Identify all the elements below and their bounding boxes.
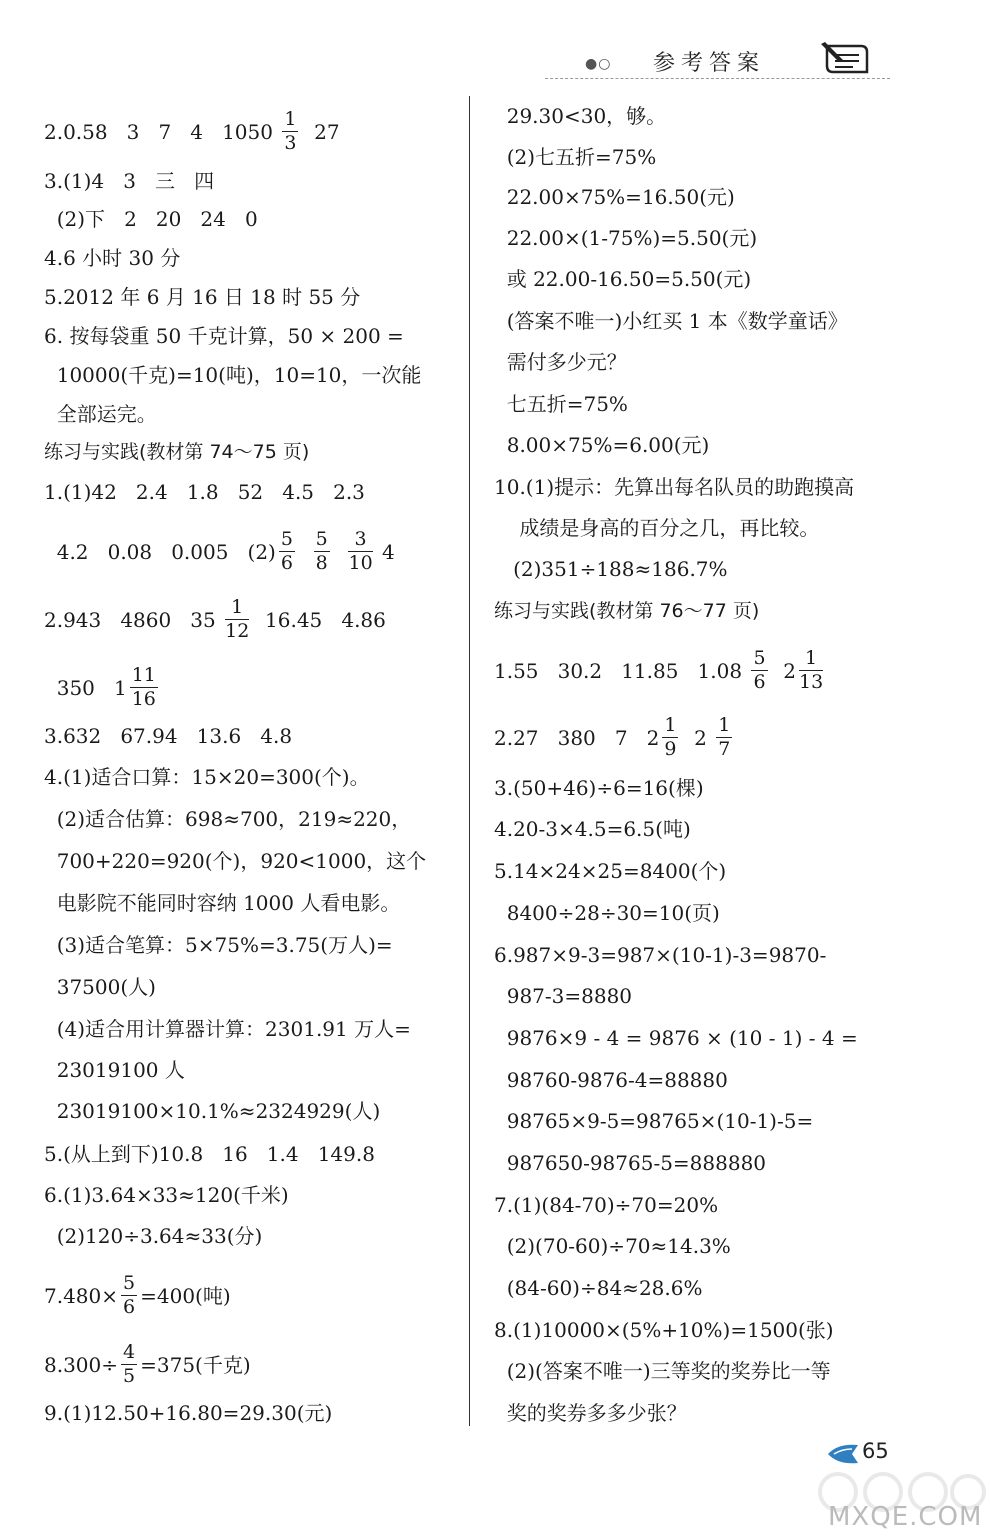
- fraction: $\frac{1}{9}$: [664, 714, 677, 760]
- answer-line: 2.27 380 7 2 $\frac{1}{9}$ 2 $\frac{1}{7}$: [494, 714, 731, 760]
- answer-line: (84-60)÷84≈28.6%: [494, 1276, 703, 1300]
- answer-line: (4)适合用计算器计算：2301.91 万人=: [44, 1017, 411, 1041]
- answer-line: 8.00×75%=6.00(元): [494, 433, 710, 457]
- answer-line: 全部运完。: [44, 402, 157, 426]
- answer-line: 4.2 0.08 0.005 (2) $\frac{5}{6}$ $\frac{5}{8}$ $\frac{3}{10}$ 4: [44, 528, 395, 574]
- answer-line: 5.(从上到下)10.8 16 1.4 149.8: [44, 1142, 375, 1166]
- answer-line: (3)适合笔算：5×75%=3.75(万人)=: [44, 933, 393, 957]
- answer-line: 1.(1)42 2.4 1.8 52 4.5 2.3: [44, 480, 365, 504]
- answer-line: 电影院不能同时容纳 1000 人看电影。: [44, 891, 401, 915]
- answer-line: 或 22.00-16.50=5.50(元): [494, 267, 752, 291]
- answer-line: 987650-98765-5=888880: [494, 1151, 767, 1175]
- page-number: 65: [862, 1439, 889, 1463]
- fraction: $\frac{1}{7}$: [718, 714, 731, 760]
- answer-line: 5.2012 年 6 月 16 日 18 时 55 分: [44, 285, 361, 309]
- answer-line: 350 1 $\frac{11}{16}$: [44, 664, 156, 710]
- fraction: $\frac{11}{16}$: [131, 664, 156, 710]
- answer-line: 6.(1)3.64×33≈120(千米): [44, 1183, 289, 1207]
- header-rule: [545, 78, 890, 79]
- answer-line: 4.20-3×4.5=6.5(吨): [494, 817, 691, 841]
- answer-line: (2)七五折=75%: [494, 145, 657, 169]
- answer-line: (2)(70-60)÷70≈14.3%: [494, 1234, 731, 1258]
- answer-line: 22.00×(1-75%)=5.50(元): [494, 226, 758, 250]
- answer-line: (2)(答案不唯一)三等奖的奖券比一等: [494, 1359, 831, 1383]
- fraction: $\frac{5}{6}$: [280, 528, 293, 574]
- fraction: $\frac{1}{13}$: [798, 647, 824, 693]
- answer-line: 10000(千克)=10(吨)，10=10，一次能: [44, 363, 422, 387]
- answer-line: 6. 按每袋重 50 千克计算，50 × 200 =: [44, 324, 404, 348]
- answer-line: 23019100 人: [44, 1058, 185, 1082]
- header-dots: ●○: [585, 56, 612, 72]
- answer-line: (2)适合估算：698≈700，219≈220，: [44, 807, 412, 831]
- answer-line: 37500(人): [44, 975, 156, 999]
- answer-line: 98760-9876-4=88880: [494, 1068, 728, 1092]
- answer-line: 987-3=8880: [494, 984, 633, 1008]
- answer-line: 9876×9 - 4 = 9876 × (10 - 1) - 4 =: [494, 1026, 858, 1050]
- answer-line: 8.300÷ $\frac{4}{5}$ =375(千克): [44, 1341, 251, 1387]
- answer-line: (2)120÷3.64≈33(分): [44, 1224, 263, 1248]
- page-arrow-icon: [826, 1441, 860, 1467]
- answer-line: 2.0.58 3 7 4 1050 $\frac{1}{3}$ 27: [44, 108, 340, 154]
- answer-line: 700+220=920(个)，920<1000，这个: [44, 849, 427, 873]
- answer-line: 98765×9-5=98765×(10-1)-5=: [494, 1109, 814, 1133]
- answer-line: 七五折=75%: [494, 392, 628, 416]
- fraction: $\frac{5}{8}$: [315, 528, 328, 574]
- column-divider: [469, 96, 470, 1426]
- answer-line: 5.14×24×25=8400(个): [494, 859, 727, 883]
- fraction: $\frac{1}{3}$: [284, 108, 297, 154]
- answer-line: 3.632 67.94 13.6 4.8: [44, 724, 293, 748]
- watermark-text: MXQE.COM: [828, 1502, 983, 1532]
- answer-line: 6.987×9-3=987×(10-1)-3=9870-: [494, 943, 827, 967]
- scroll-pencil-icon: [817, 38, 877, 78]
- answer-line: 4.6 小时 30 分: [44, 246, 181, 270]
- fraction: $\frac{4}{5}$: [123, 1341, 136, 1387]
- answer-line: 7.(1)(84-70)÷70=20%: [494, 1193, 719, 1217]
- answer-line: 29.30<30，够。: [494, 104, 667, 128]
- fraction: $\frac{5}{6}$: [753, 647, 766, 693]
- answer-line: (答案不唯一)小红买 1 本《数学童话》: [494, 309, 848, 333]
- section-heading: 练习与实践(教材第 76～77 页): [494, 600, 760, 622]
- answer-line: 10.(1)提示：先算出每名队员的助跑摸高: [494, 475, 855, 499]
- answer-line: (2)351÷188≈186.7%: [494, 557, 728, 581]
- answer-line: (2)下 2 20 24 0: [44, 207, 258, 231]
- answer-line: 4.(1)适合口算：15×20=300(个)。: [44, 765, 370, 789]
- answer-line: 23019100×10.1%≈2324929(人): [44, 1099, 381, 1123]
- answer-line: 1.55 30.2 11.85 1.08 $\frac{5}{6}$ 2 $\frac{1}{13}$: [494, 647, 824, 693]
- header-title: 参考答案: [653, 51, 766, 76]
- page-header: [545, 38, 895, 83]
- fraction: $\frac{1}{12}$: [225, 596, 250, 642]
- fraction: $\frac{3}{10}$: [348, 528, 373, 574]
- answer-line: 8.(1)10000×(5%+10%)=1500(张): [494, 1318, 834, 1342]
- page-number-block: [826, 1435, 896, 1471]
- answer-line: 2.943 4860 35 $\frac{1}{12}$ 16.45 4.86: [44, 596, 386, 642]
- answer-line: 8400÷28÷30=10(页): [494, 901, 720, 925]
- answer-line: 22.00×75%=16.50(元): [494, 185, 735, 209]
- answer-line: 3.(1)4 3 三 四: [44, 169, 215, 193]
- answer-line: 7.480× $\frac{5}{6}$ =400(吨): [44, 1272, 231, 1318]
- answer-line: 3.(50+46)÷6=16(棵): [494, 776, 704, 800]
- answer-line: 奖的奖券多多少张？: [494, 1401, 687, 1425]
- fraction: $\frac{5}{6}$: [123, 1272, 136, 1318]
- section-heading: 练习与实践(教材第 74～75 页): [44, 441, 310, 463]
- answer-line: 9.(1)12.50+16.80=29.30(元): [44, 1401, 333, 1425]
- answer-line: 需付多少元？: [494, 350, 627, 374]
- answer-line: 成绩是身高的百分之几，再比较。: [494, 516, 820, 540]
